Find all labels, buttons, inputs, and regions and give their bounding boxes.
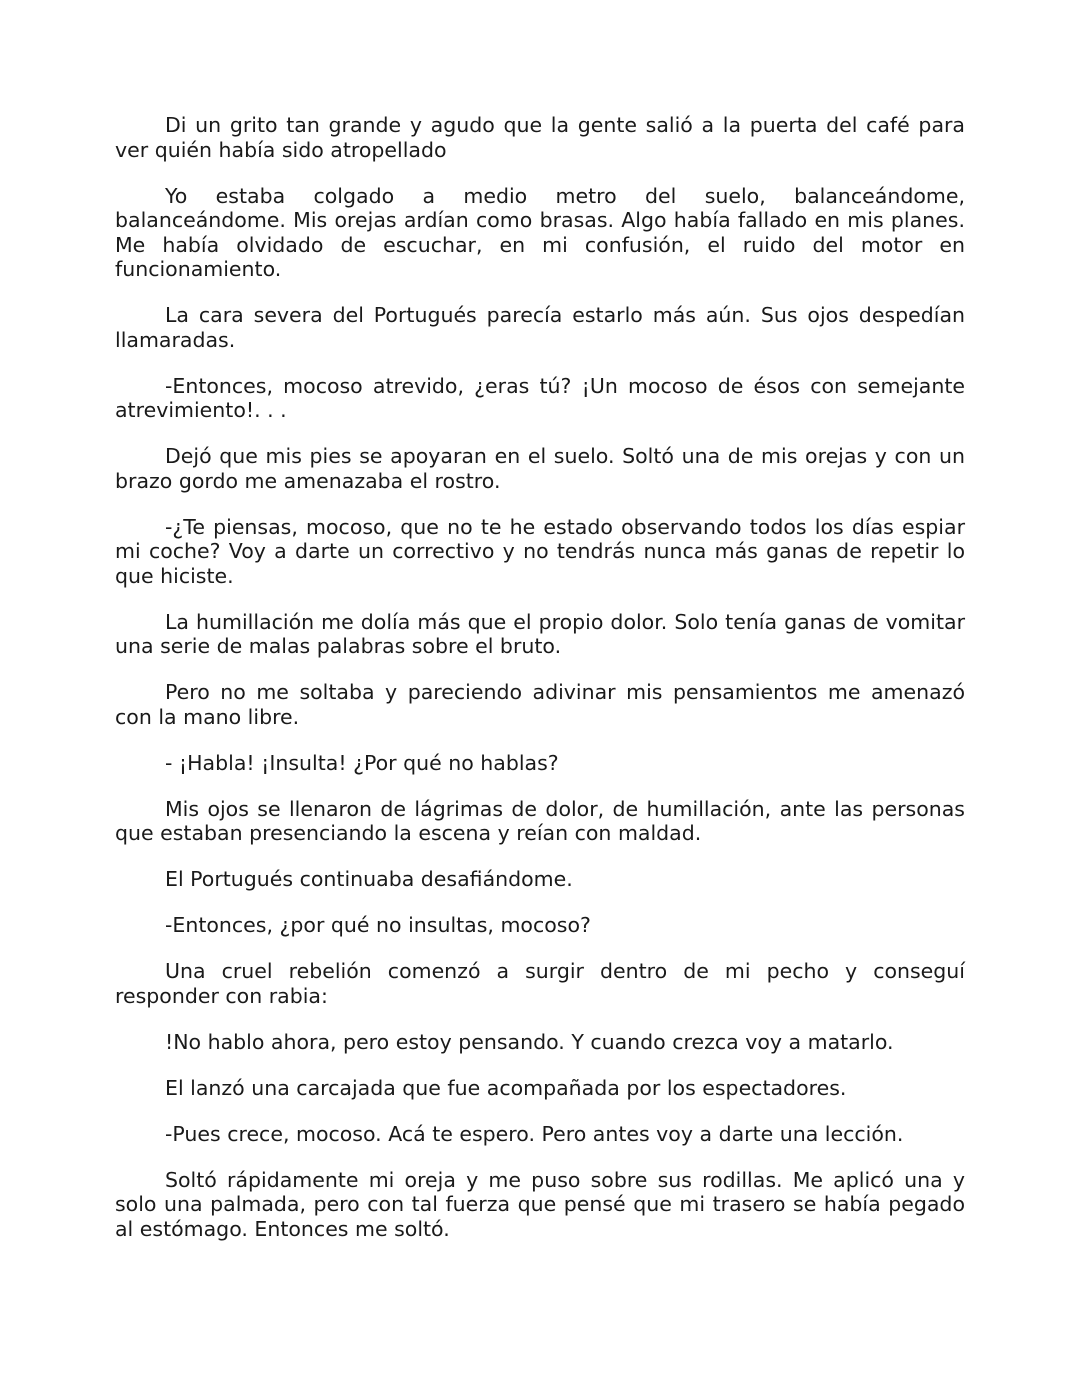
paragraph: La humillación me dolía más que el propio dolor. Solo tenía ganas de vomitar una serie de malas palabras sobre el bruto. [115, 609, 965, 658]
paragraph: La cara severa del Portugués parecía estarlo más aún. Sus ojos despedían llamaradas. [115, 303, 965, 352]
paragraph: Soltó rápidamente mi oreja y me puso sobre sus rodillas. Me aplicó una y solo una palmada, pero con tal fuerza que pensé que mi trasero se había pegado al estómago. Entonces me soltó. [115, 1167, 965, 1241]
paragraph: El lanzó una carcajada que fue acompañada por los espectadores. [165, 1075, 847, 1100]
document-page [115, 113, 965, 1241]
paragraph: -Entonces, mocoso atrevido, ¿eras tú? ¡Un mocoso de ésos con semejante atrevimiento!. . . [115, 373, 965, 422]
paragraph: - ¡Habla! ¡Insulta! ¿Por qué no hablas? [165, 750, 559, 775]
paragraph: -¿Te piensas, mocoso, que no te he estado observando todos los días espiar mi coche? Voy a darte un correctivo y no tendrás nunca más ganas de repetir lo que hiciste. [115, 514, 965, 588]
paragraph: Di un grito tan grande y agudo que la gente salió a la puerta del café para ver quién había sido atropellado [115, 113, 965, 162]
paragraph: Yo estaba colgado a medio metro del suelo, balanceándome, balanceándome. Mis orejas ardían como brasas. Algo había fallado en mis planes. Me había olvidado de escuchar, en mi confusión, el ruido del motor en funcionamiento. [115, 183, 965, 281]
paragraph: Mis ojos se llenaron de lágrimas de dolor, de humillación, ante las personas que estaban presenciando la escena y reían con maldad. [115, 796, 965, 845]
paragraph: Dejó que mis pies se apoyaran en el suelo. Soltó una de mis orejas y con un brazo gordo me amenazaba el rostro. [115, 444, 965, 493]
paragraph: -Pues crece, mocoso. Acá te espero. Pero antes voy a darte una lección. [165, 1121, 904, 1146]
paragraph: !No hablo ahora, pero estoy pensando. Y cuando crezca voy a matarlo. [165, 1029, 894, 1054]
paragraph: -Entonces, ¿por qué no insultas, mocoso? [165, 913, 591, 937]
paragraph: Una cruel rebelión comenzó a surgir dentro de mi pecho y conseguí responder con rabia: [115, 959, 965, 1008]
paragraph: El Portugués continuaba desafiándome. [165, 867, 573, 891]
paragraph: Pero no me soltaba y pareciendo adivinar mis pensamientos me amenazó con la mano libre. [115, 680, 965, 729]
